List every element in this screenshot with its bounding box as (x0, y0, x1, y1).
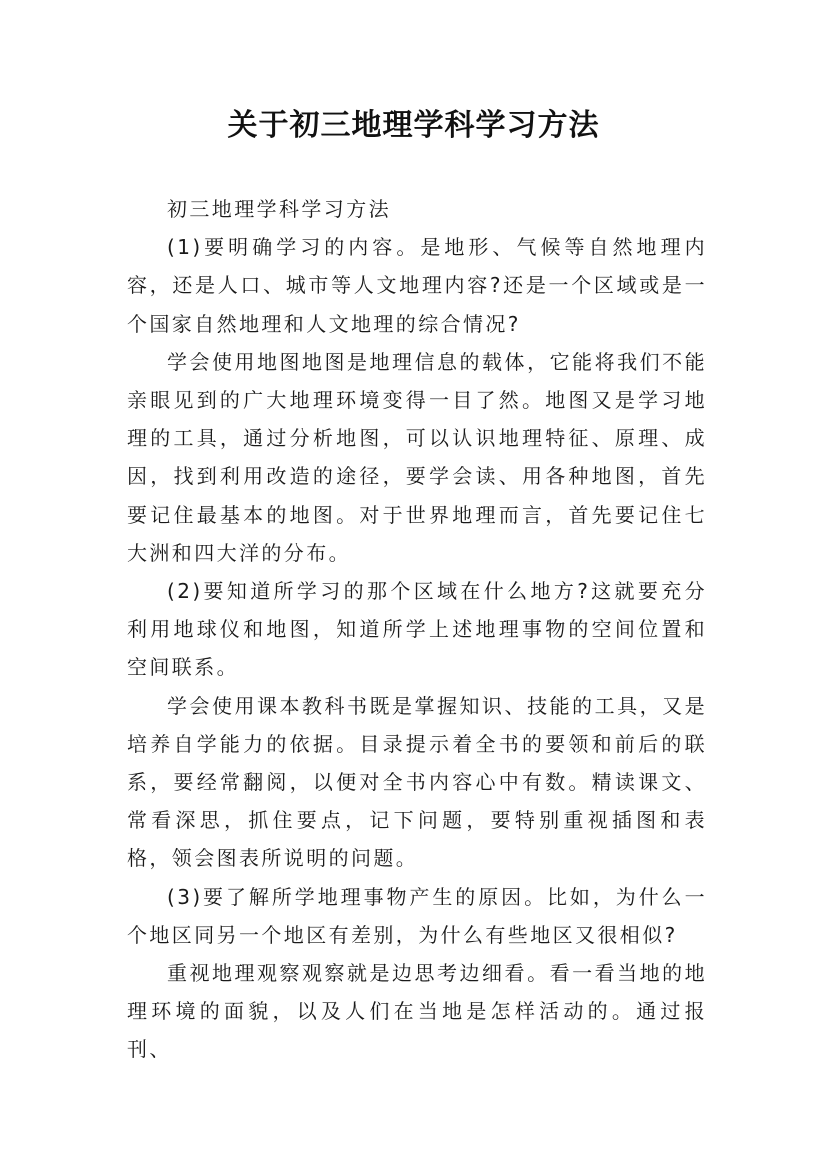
document-title: 关于初三地理学科学习方法 (227, 108, 600, 143)
document-body (127, 190, 707, 1069)
paragraph: (3)要了解所学地理事物产生的原因。比如，为什么一个地区同另一个地区有差别，为什么有些地区又很相似? (127, 884, 707, 947)
paragraph-subtitle: 初三地理学科学习方法 (167, 197, 391, 221)
paragraph: (2)要知道所学习的那个区域在什么地方?这就要充分利用地球仪和地图，知道所学上述地理事物的空间位置和空间联系。 (127, 579, 707, 680)
paragraph: (1)要明确学习的内容。是地形、气候等自然地理内容，还是人口、城市等人文地理内容?还是一个区域或是一个国家自然地理和人文地理的综合情况? (127, 235, 707, 336)
paragraph: 学会使用课本教科书既是掌握知识、技能的工具，又是培养自学能力的依据。目录提示着全书的要领和前后的联系，要经常翻阅，以便对全书内容心中有数。精读课文、常看深思，抓住要点，记下问题，要特别重视插图和表格，领会图表所说明的问题。 (127, 693, 707, 871)
paragraph: 学会使用地图地图是地理信息的载体，它能将我们不能亲眼见到的广大地理环境变得一目了然。地图又是学习地理的工具，通过分析地图，可以认识地理特征、原理、成因，找到利用改造的途径，要学会读、用各种地图，首先要记住最基本的地图。对于世界地理而言，首先要记住七大洲和四大洋的分布。 (127, 349, 707, 565)
paragraph: 重视地理观察观察就是边思考边细看。看一看当地的地理环境的面貌，以及人们在当地是怎样活动的。通过报刊、 (127, 961, 707, 1062)
